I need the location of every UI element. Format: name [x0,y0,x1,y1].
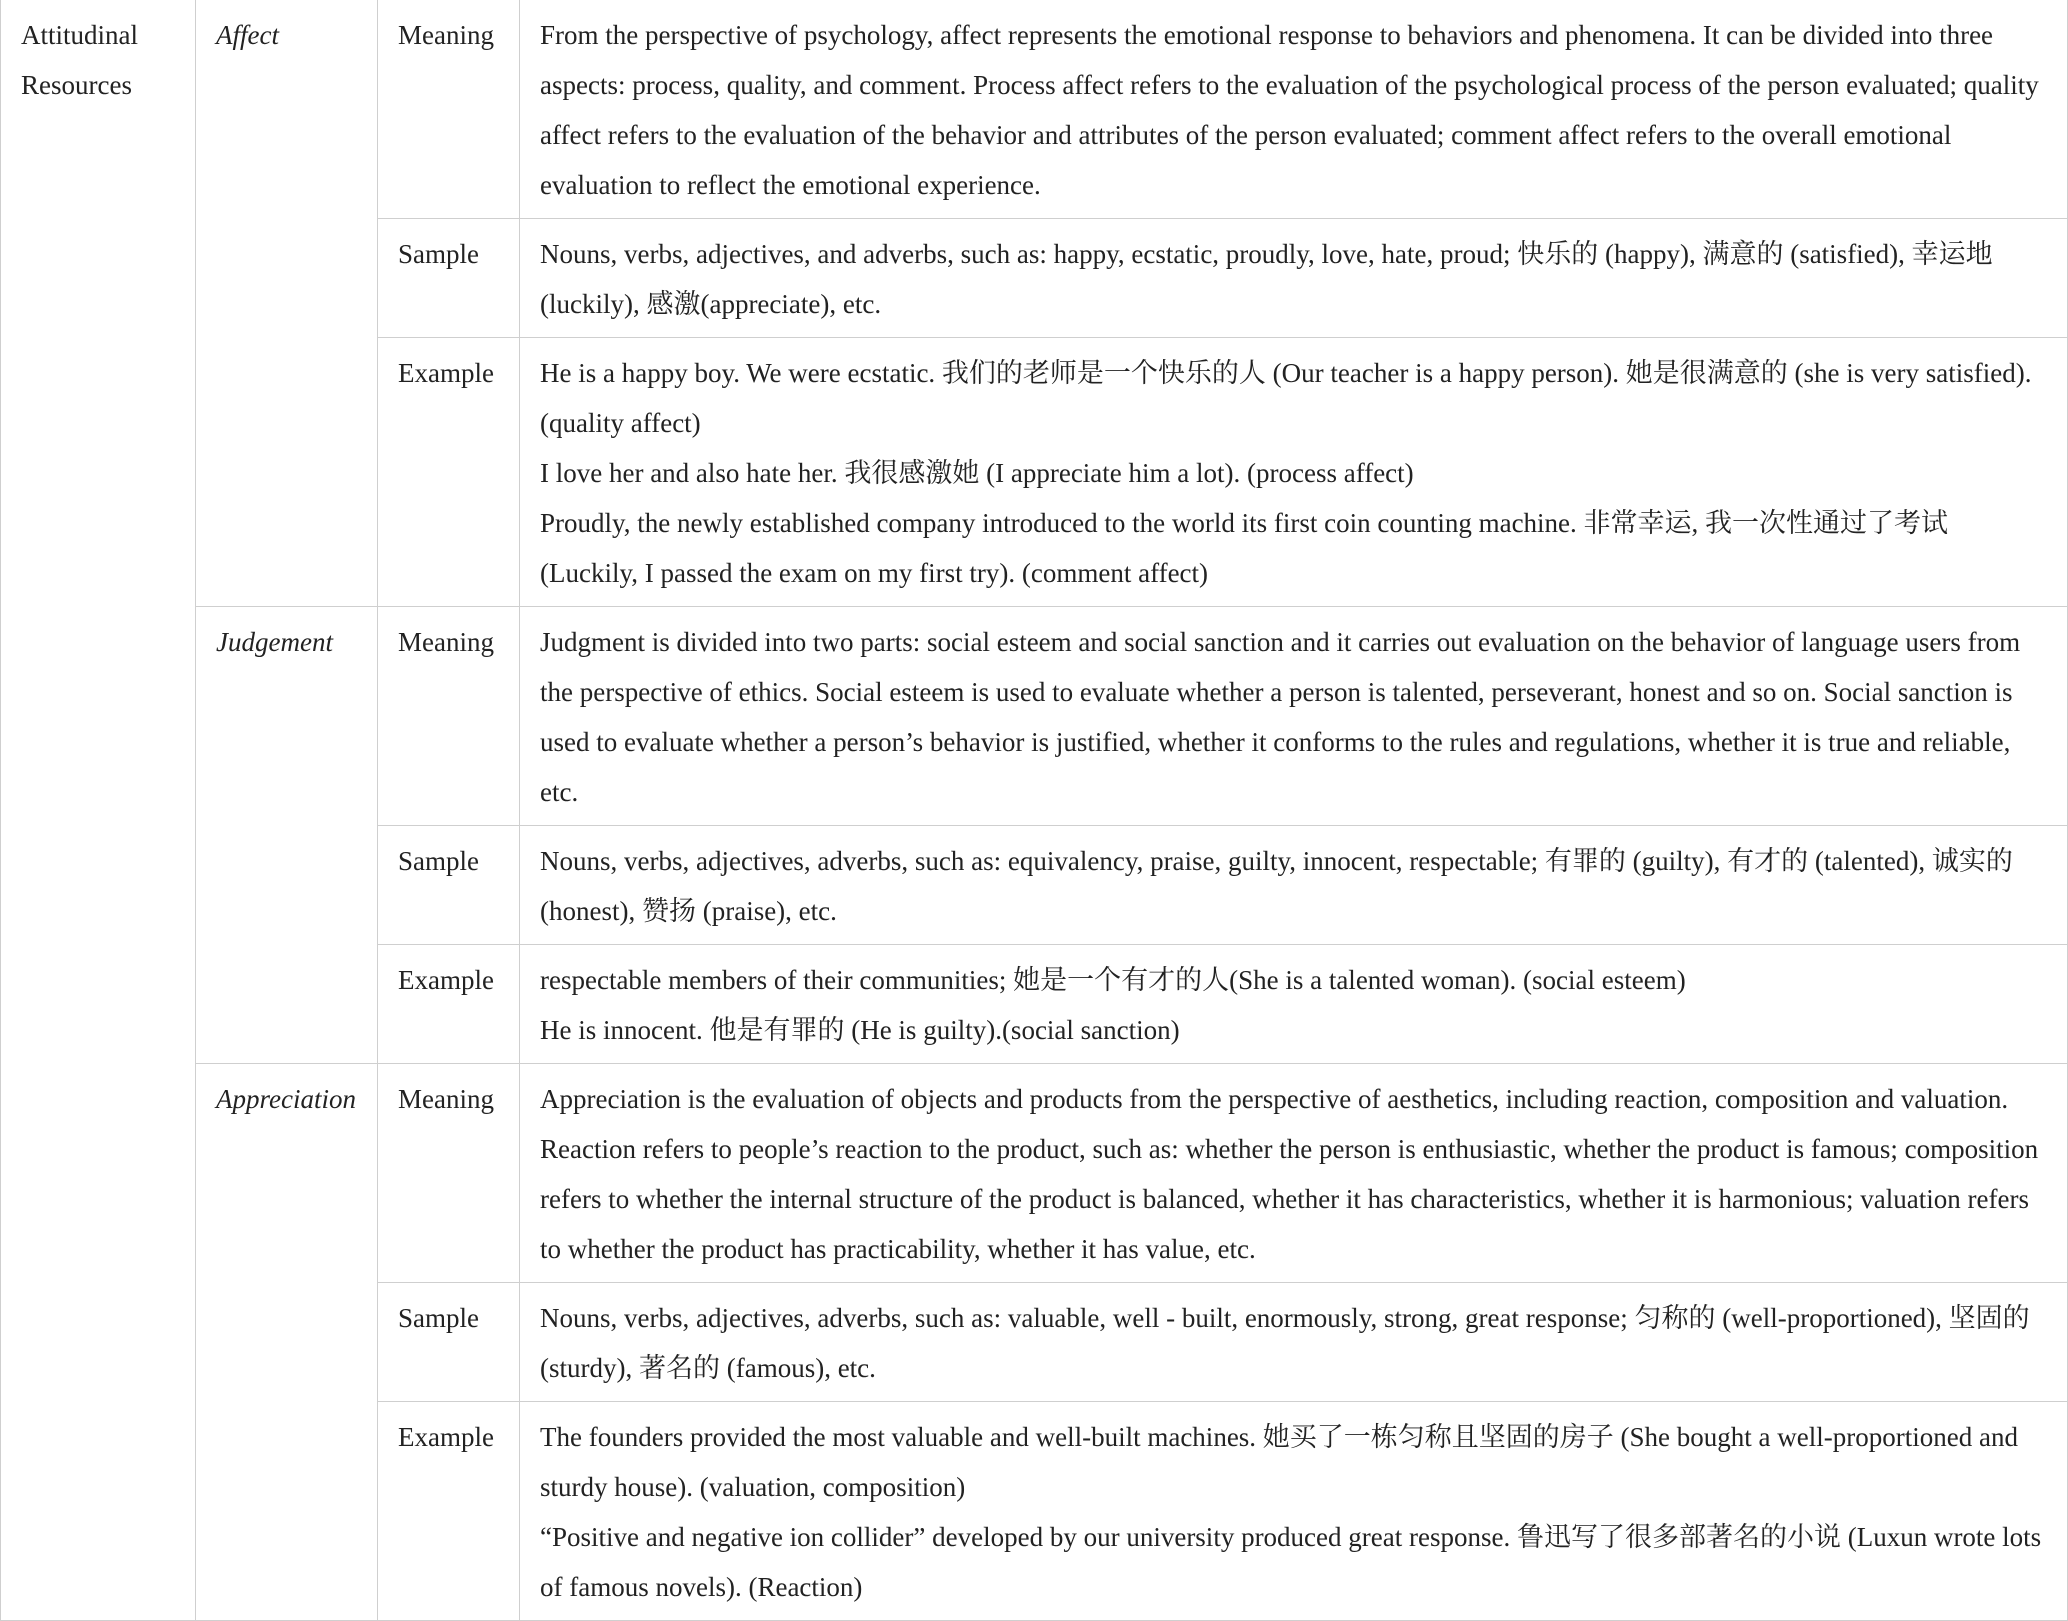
content-line: I love her and also hate her. 我很感激她 (I appreciate him a lot). (process affect) [540,458,1414,488]
row-content [520,338,2068,607]
row-content [520,219,2068,338]
row-content [520,607,2068,826]
row-content [520,1283,2068,1402]
table-row [1,0,2068,219]
content-line: The founders provided the most valuable and well-built machines. 她买了一栋匀称且坚固的房子 (She bought a well-proportioned and sturdy house). (valuation, composition) [540,1422,2018,1502]
content-line: Appreciation is the evaluation of objects and products from the perspective of aesthetics, including reaction, composition and valuation. Reaction refers to people’s reaction to the product, such as: whether the person is enthusiastic, whether the product is famous; composition refers to whether the internal structure of the product is balanced, whether it has characteristics, whether it is harmonious; valuation refers to whether the product has practicability, whether it has value, etc. [540,1084,2039,1264]
row-label: Example [378,338,520,607]
row-label: Example [378,1402,520,1621]
content-line: Nouns, verbs, adjectives, adverbs, such as: valuable, well - built, enormously, strong, great response; 匀称的 (well-proportioned), 坚固的 (sturdy), 著名的 (famous), etc. [540,1303,2030,1383]
row-content [520,0,2068,219]
row-content [520,1402,2068,1621]
content-line: From the perspective of psychology, affect represents the emotional response to behaviors and phenomena. It can be divided into three aspects: process, quality, and comment. Process affect refers to the evaluation of the psychological process of the person evaluated; quality affect refers to the evaluation of the behavior and attributes of the person evaluated; comment affect refers to the overall emotional evaluation to reflect the emotional experience. [540,20,2039,200]
root-category-label: Attitudinal Resources [21,20,138,100]
category-appreciation: Appreciation [196,1064,378,1621]
content-line: Proudly, the newly established company introduced to the world its first coin counting machine. 非常幸运, 我一次性通过了考试 (Luckily, I passed the exam on my first try). (comment affect) [540,508,1949,588]
category-judgement: Judgement [196,607,378,1064]
content-line: respectable members of their communities; 她是一个有才的人(She is a talented woman). (social esteem) [540,965,1686,995]
table-row [1,1064,2068,1283]
row-label: Example [378,945,520,1064]
row-label: Sample [378,219,520,338]
row-label: Sample [378,826,520,945]
content-line: Judgment is divided into two parts: social esteem and social sanction and it carries out evaluation on the behavior of language users from the perspective of ethics. Social esteem is used to evaluate whether a person is talented, perseverant, honest and so on. Social sanction is used to evaluate whether a person’s behavior is justified, whether it conforms to the rules and regulations, whether it is true and reliable, etc. [540,627,2021,807]
category-affect: Affect [196,0,378,607]
content-line: He is a happy boy. We were ecstatic. 我们的老师是一个快乐的人 (Our teacher is a happy person). 她是很满意的 (she is very satisfied). (quality affect) [540,358,2032,438]
row-content [520,826,2068,945]
row-content [520,945,2068,1064]
root-category-cell [1,0,196,1621]
row-label: Meaning [378,607,520,826]
row-label: Meaning [378,0,520,219]
row-content [520,1064,2068,1283]
content-line: Nouns, verbs, adjectives, adverbs, such as: equivalency, praise, guilty, innocent, respectable; 有罪的 (guilty), 有才的 (talented), 诚实的 (honest), 赞扬 (praise), etc. [540,846,2013,926]
content-line: “Positive and negative ion collider” developed by our university produced great response. 鲁迅写了很多部著名的小说 (Luxun wrote lots of famous novels). (Reaction) [540,1522,2042,1602]
table-row [1,607,2068,826]
row-label: Meaning [378,1064,520,1283]
row-label: Sample [378,1283,520,1402]
content-line: He is innocent. 他是有罪的 (He is guilty).(social sanction) [540,1015,1180,1045]
content-line: Nouns, verbs, adjectives, and adverbs, such as: happy, ecstatic, proudly, love, hate, proud; 快乐的 (happy), 满意的 (satisfied), 幸运地 (luckily), 感激(appreciate), etc. [540,239,1993,319]
